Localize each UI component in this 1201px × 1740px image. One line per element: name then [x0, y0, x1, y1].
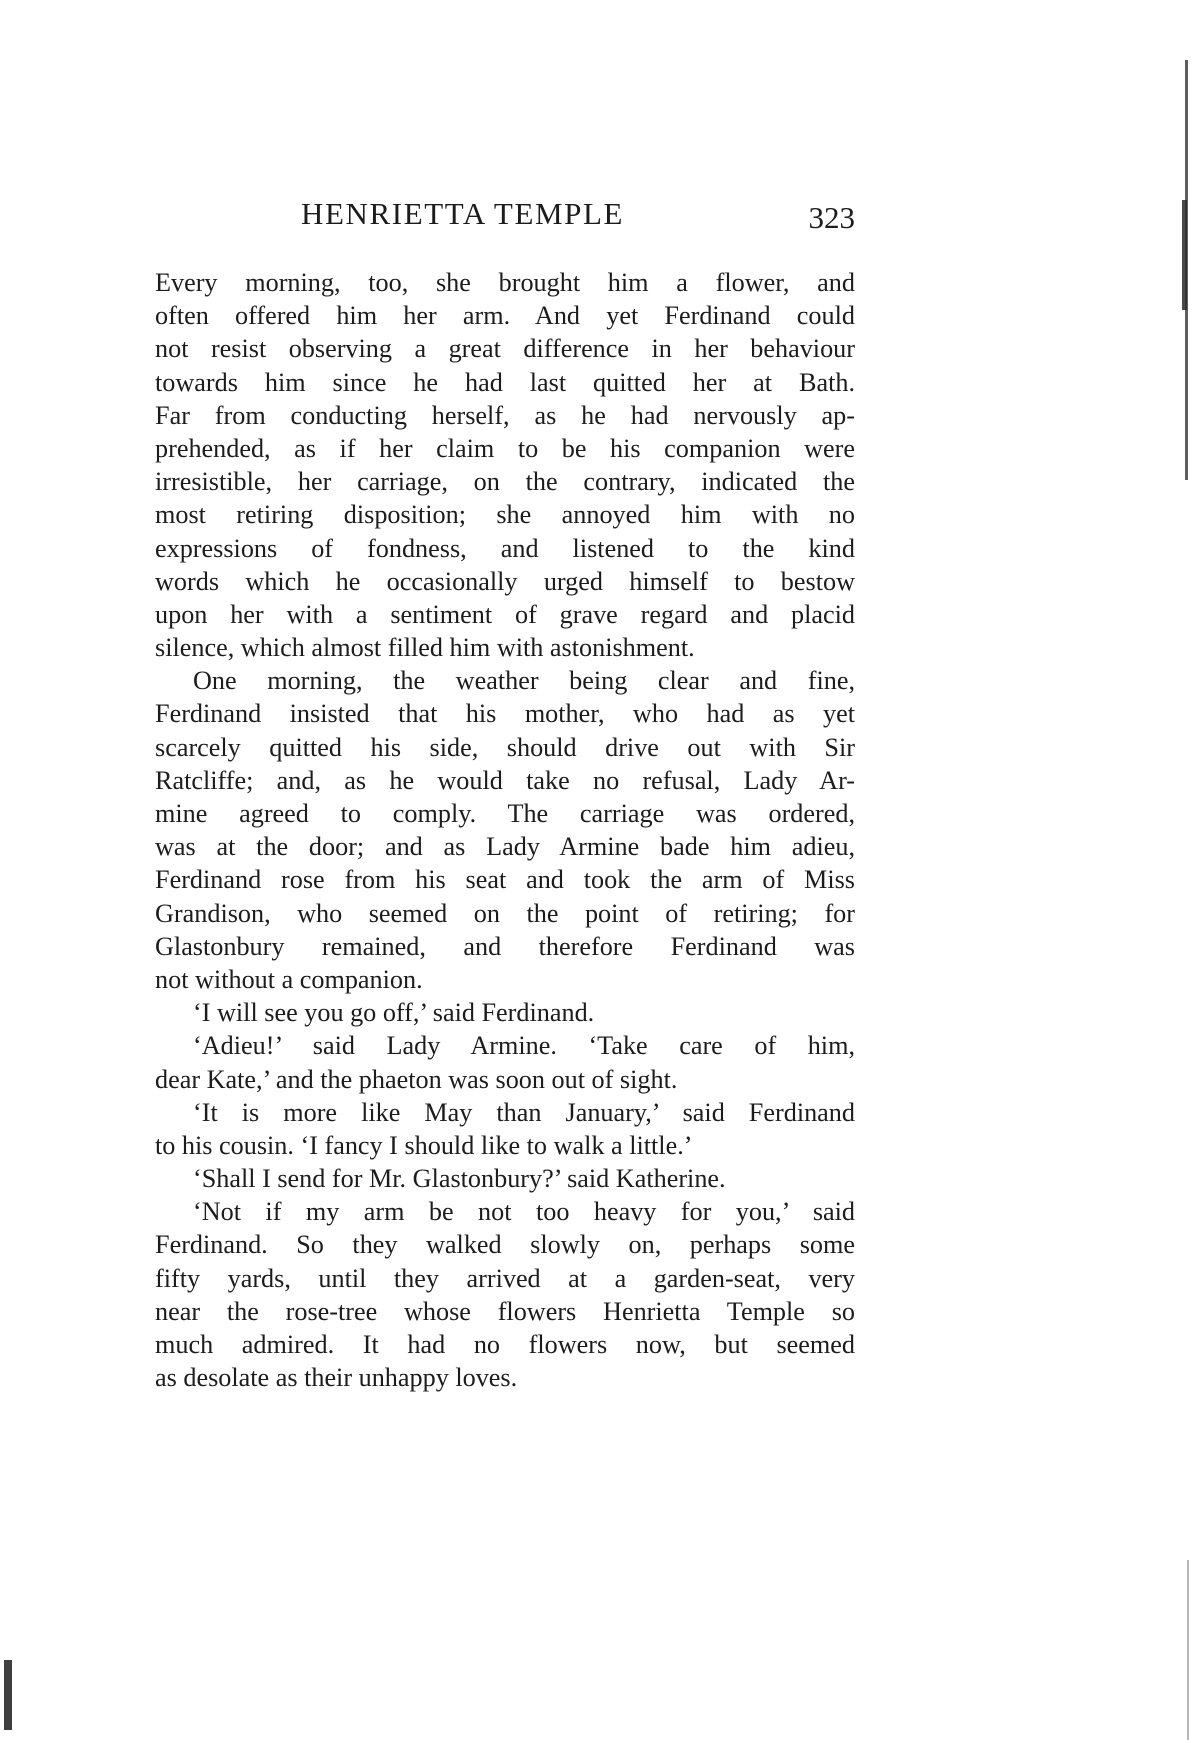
- page-number: 323: [808, 200, 855, 235]
- text-line: scarcely quitted his side, should drive out with Sir: [155, 732, 855, 762]
- text-line: expressions of fondness, and listened to the kind: [155, 533, 855, 563]
- body-text: [155, 266, 855, 1394]
- text-line: ‘It is more like May than January,’ said Ferdinand: [193, 1097, 855, 1127]
- text-line: to his cousin. ‘I fancy I should like to walk a little.’: [155, 1130, 693, 1160]
- text-line: Grandison, who seemed on the point of retiring; for: [155, 898, 855, 928]
- text-line: Ferdinand rose from his seat and took the arm of Miss: [155, 865, 855, 895]
- text-line: ‘I will see you go off,’ said Ferdinand.: [193, 998, 595, 1028]
- text-line: dear Kate,’ and the phaeton was soon out of sight.: [155, 1064, 678, 1094]
- text-line: words which he occasionally urged himself to bestow: [155, 566, 855, 596]
- text-line: towards him since he had last quitted her at Bath.: [155, 367, 855, 397]
- text-line: was at the door; and as Lady Armine bade him adieu,: [155, 832, 855, 862]
- text-line: not resist observing a great difference in her behaviour: [155, 334, 855, 364]
- running-head: [155, 196, 855, 236]
- text-line: fifty yards, until they arrived at a garden-seat, very: [155, 1263, 855, 1293]
- text-line: ‘Adieu!’ said Lady Armine. ‘Take care of him,: [193, 1031, 855, 1061]
- text-line: upon her with a sentiment of grave regard and placid: [155, 599, 855, 629]
- scan-edge-mark: [1187, 1560, 1189, 1740]
- text-line: Glastonbury remained, and therefore Ferdinand was: [155, 931, 855, 961]
- text-line: near the rose-tree whose flowers Henrietta Temple so: [155, 1296, 855, 1326]
- text-line: prehended, as if her claim to be his companion were: [155, 433, 855, 463]
- scan-edge-mark: [4, 1660, 12, 1730]
- text-line: Ferdinand insisted that his mother, who had as yet: [155, 699, 855, 729]
- text-line: much admired. It had no flowers now, but seemed: [155, 1330, 855, 1359]
- text-line: Every morning, too, she brought him a flower, and: [155, 268, 855, 297]
- text-line: Far from conducting herself, as he had nervously ap-: [155, 400, 855, 430]
- text-line: mine agreed to comply. The carriage was ordered,: [155, 799, 855, 828]
- text-line: Ferdinand. So they walked slowly on, perhaps some: [155, 1230, 855, 1260]
- text-line: One morning, the weather being clear and fine,: [193, 666, 855, 696]
- text-line: most retiring disposition; she annoyed him with no: [155, 500, 855, 530]
- text-line: Ratcliffe; and, as he would take no refusal, Lady Ar-: [155, 765, 855, 795]
- text-line: as desolate as their unhappy loves.: [155, 1363, 518, 1393]
- text-line: not without a companion.: [155, 964, 423, 994]
- text-line: often offered him her arm. And yet Ferdinand could: [155, 301, 855, 331]
- scan-edge-mark: [1182, 200, 1187, 310]
- text-line: silence, which almost filled him with astonishment.: [155, 633, 695, 663]
- text-line: ‘Not if my arm be not too heavy for you,’ said: [193, 1197, 855, 1227]
- book-title: HENRIETTA TEMPLE: [301, 196, 625, 231]
- text-line: irresistible, her carriage, on the contrary, indicated the: [155, 467, 855, 497]
- text-line: ‘Shall I send for Mr. Glastonbury?’ said Katherine.: [193, 1164, 726, 1194]
